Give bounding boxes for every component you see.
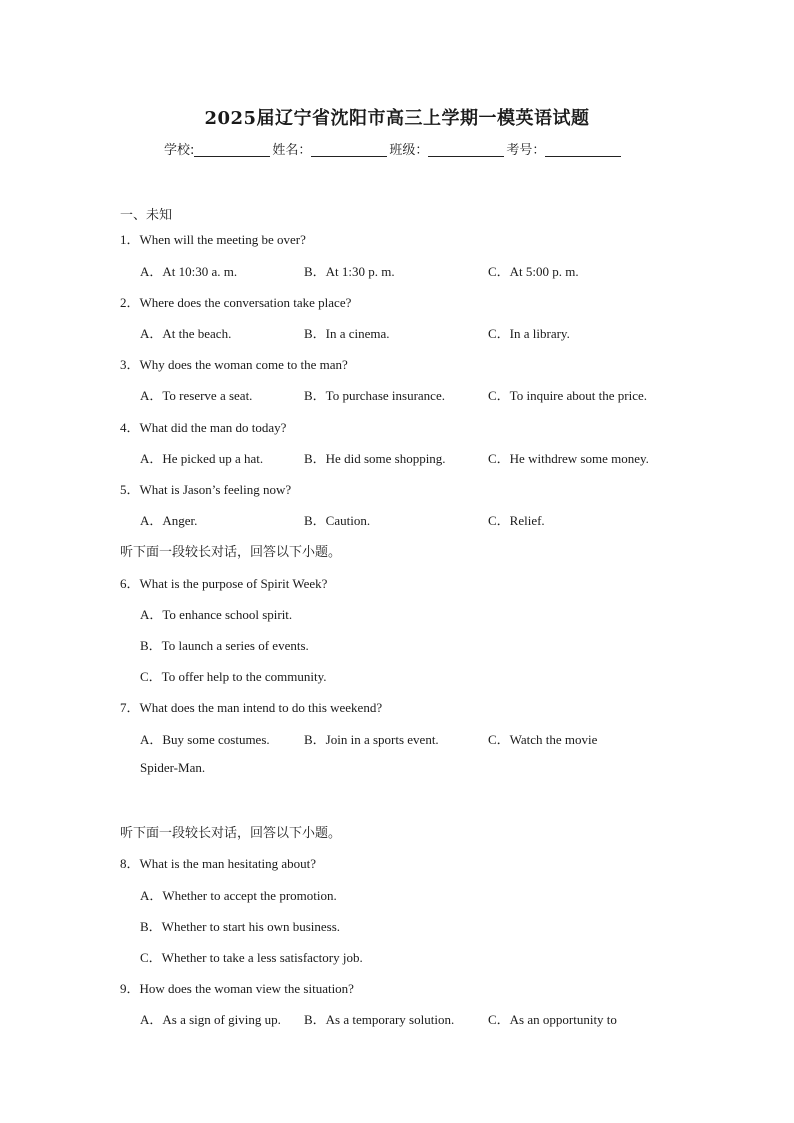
question-5: 5．What is Jason’s feeling now? [120, 482, 292, 497]
class-label: 班级： [389, 143, 429, 158]
q5-option-a: A．Anger. [140, 513, 198, 528]
q5-option-c: C．Relief. [488, 513, 545, 528]
question-7: 7．What does the man intend to do this weekend? [120, 700, 383, 715]
name-blank [311, 143, 387, 157]
q4-option-a: A．He picked up a hat. [140, 451, 264, 466]
name-label: 姓名： [272, 143, 312, 158]
question-1: 1．When will the meeting be over? [120, 232, 306, 247]
question-6: 6．What is the purpose of Spirit Week? [120, 576, 328, 591]
q9-option-b: B．As a temporary solution. [304, 1012, 455, 1027]
question-2: 2．Where does the conversation take place? [120, 295, 352, 310]
school-blank [194, 143, 270, 157]
section-heading: 一、未知 [120, 208, 173, 223]
instruction-1: 听下面一段较长对话，回答以下小题。 [120, 545, 342, 560]
q1-option-b: B．At 1:30 p. m. [304, 264, 395, 279]
q5-option-b: B．Caution. [304, 513, 371, 528]
q3-option-b: B．To purchase insurance. [304, 388, 445, 403]
page-title: 2025届辽宁省沈阳市高三上学期一模英语试题 [204, 108, 590, 129]
q1-option-c: C．At 5:00 p. m. [488, 264, 579, 279]
school-label: 学校: [164, 143, 195, 158]
number-blank [545, 143, 621, 157]
class-blank [428, 143, 504, 157]
instruction-2: 听下面一段较长对话，回答以下小题。 [120, 826, 342, 841]
student-info-line [164, 139, 623, 158]
q9-option-a: A．As a sign of giving up. [140, 1012, 281, 1027]
q7-option-c: C．Watch the movie [488, 732, 598, 747]
q8-option-a: A．Whether to accept the promotion. [140, 888, 337, 903]
q1-option-a: A．At 10:30 a. m. [140, 264, 238, 279]
q3-option-a: A．To reserve a seat. [140, 388, 253, 403]
question-9: 9．How does the woman view the situation? [120, 981, 354, 996]
q6-option-b: B．To launch a series of events. [140, 638, 309, 653]
q4-option-c: C．He withdrew some money. [488, 451, 649, 466]
q7-option-b: B．Join in a sports event. [304, 732, 439, 747]
q7-option-c-continuation: Spider-Man. [140, 760, 206, 775]
q6-option-a: A．To enhance school spirit. [140, 607, 293, 622]
q4-option-b: B．He did some shopping. [304, 451, 446, 466]
q2-option-a: A．At the beach. [140, 326, 232, 341]
q7-option-a: A．Buy some costumes. [140, 732, 270, 747]
number-label: 考号： [506, 143, 546, 158]
q2-option-c: C．In a library. [488, 326, 570, 341]
question-3: 3．Why does the woman come to the man? [120, 357, 348, 372]
q9-option-c: C．As an opportunity to [488, 1012, 617, 1027]
q8-option-c: C．Whether to take a less satisfactory job. [140, 950, 363, 965]
q3-option-c: C．To inquire about the price. [488, 388, 648, 403]
q2-option-b: B．In a cinema. [304, 326, 390, 341]
q6-option-c: C．To offer help to the community. [140, 669, 327, 684]
question-8: 8．What is the man hesitating about? [120, 856, 317, 871]
q8-option-b: B．Whether to start his own business. [140, 919, 341, 934]
question-4: 4．What did the man do today? [120, 420, 287, 435]
